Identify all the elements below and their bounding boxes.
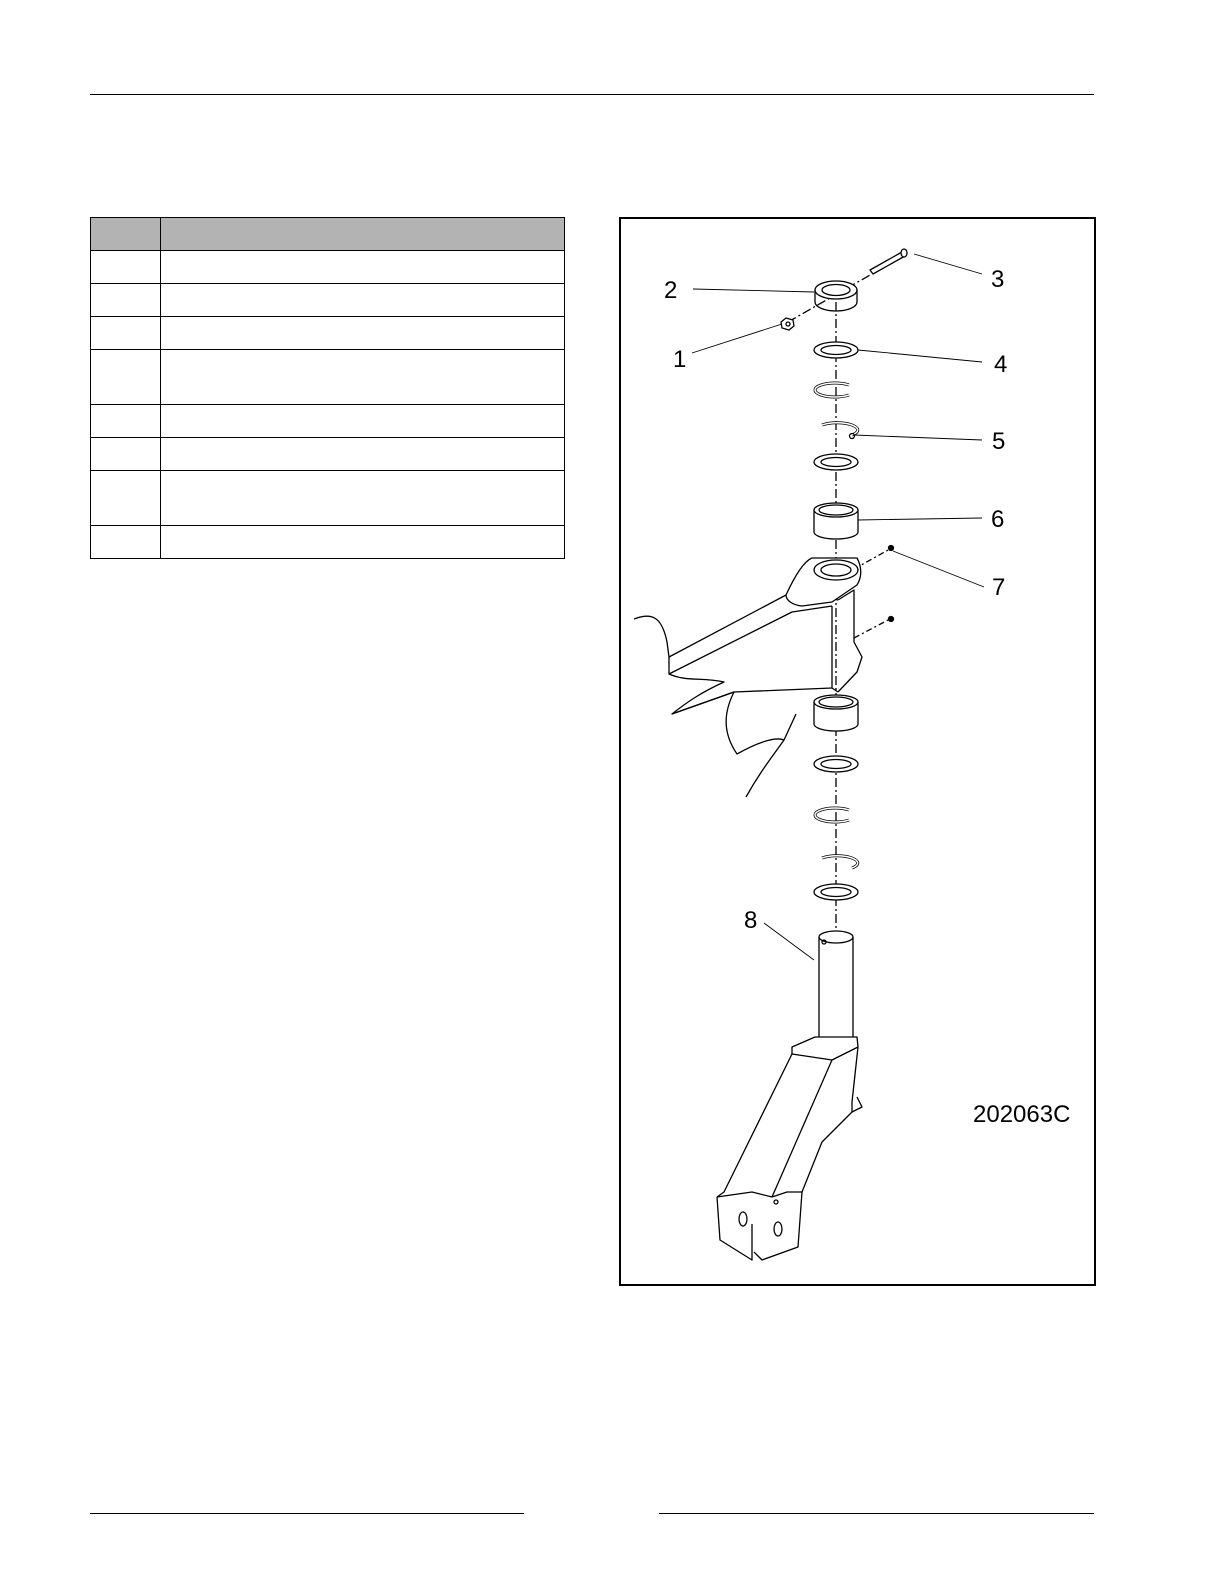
callout-7: 7 xyxy=(992,574,1006,601)
table-row xyxy=(91,471,565,526)
bushing-part-upper xyxy=(814,503,858,539)
parts-table-header xyxy=(91,218,565,251)
table-row xyxy=(91,284,565,317)
header-cell-item xyxy=(91,218,161,251)
snap-ring-part-3 xyxy=(815,808,849,822)
pin-part xyxy=(870,249,907,274)
washer-part-3 xyxy=(814,756,858,772)
exploded-view-figure xyxy=(619,217,1096,1286)
drawing-number: 202063C xyxy=(973,1101,1071,1128)
parts-table xyxy=(90,217,565,559)
snap-ring-part-1 xyxy=(815,383,849,397)
washer-part-2 xyxy=(814,454,858,470)
exploded-view-drawing xyxy=(621,219,1094,1284)
leader-lines xyxy=(692,254,984,960)
table-row xyxy=(91,317,565,350)
callout-3: 3 xyxy=(991,266,1005,293)
table-row xyxy=(91,251,565,284)
nut-part xyxy=(781,318,794,330)
grease-fitting-part xyxy=(889,546,894,622)
table-row xyxy=(91,405,565,438)
washer-part-4 xyxy=(814,884,858,900)
table-row xyxy=(91,350,565,405)
callout-6: 6 xyxy=(991,506,1005,533)
snap-ring-part-4 xyxy=(822,856,858,868)
footer-rule-right xyxy=(659,1513,1094,1514)
fitting-axis-line-lower xyxy=(854,619,890,638)
washer-part-upper xyxy=(814,342,858,358)
bushing-part-lower xyxy=(814,695,858,731)
snap-ring-part-2 xyxy=(822,423,858,439)
table-row xyxy=(91,526,565,559)
table-row xyxy=(91,438,565,471)
callout-5: 5 xyxy=(992,428,1006,455)
header-cell-description xyxy=(161,218,565,251)
footer-rule-left xyxy=(90,1513,524,1514)
header-rule xyxy=(90,94,1094,95)
callout-4: 4 xyxy=(994,351,1008,378)
callout-1: 1 xyxy=(673,346,687,373)
callout-2: 2 xyxy=(664,277,678,304)
callout-8: 8 xyxy=(744,907,758,934)
spindle-leg-part xyxy=(717,931,862,1260)
